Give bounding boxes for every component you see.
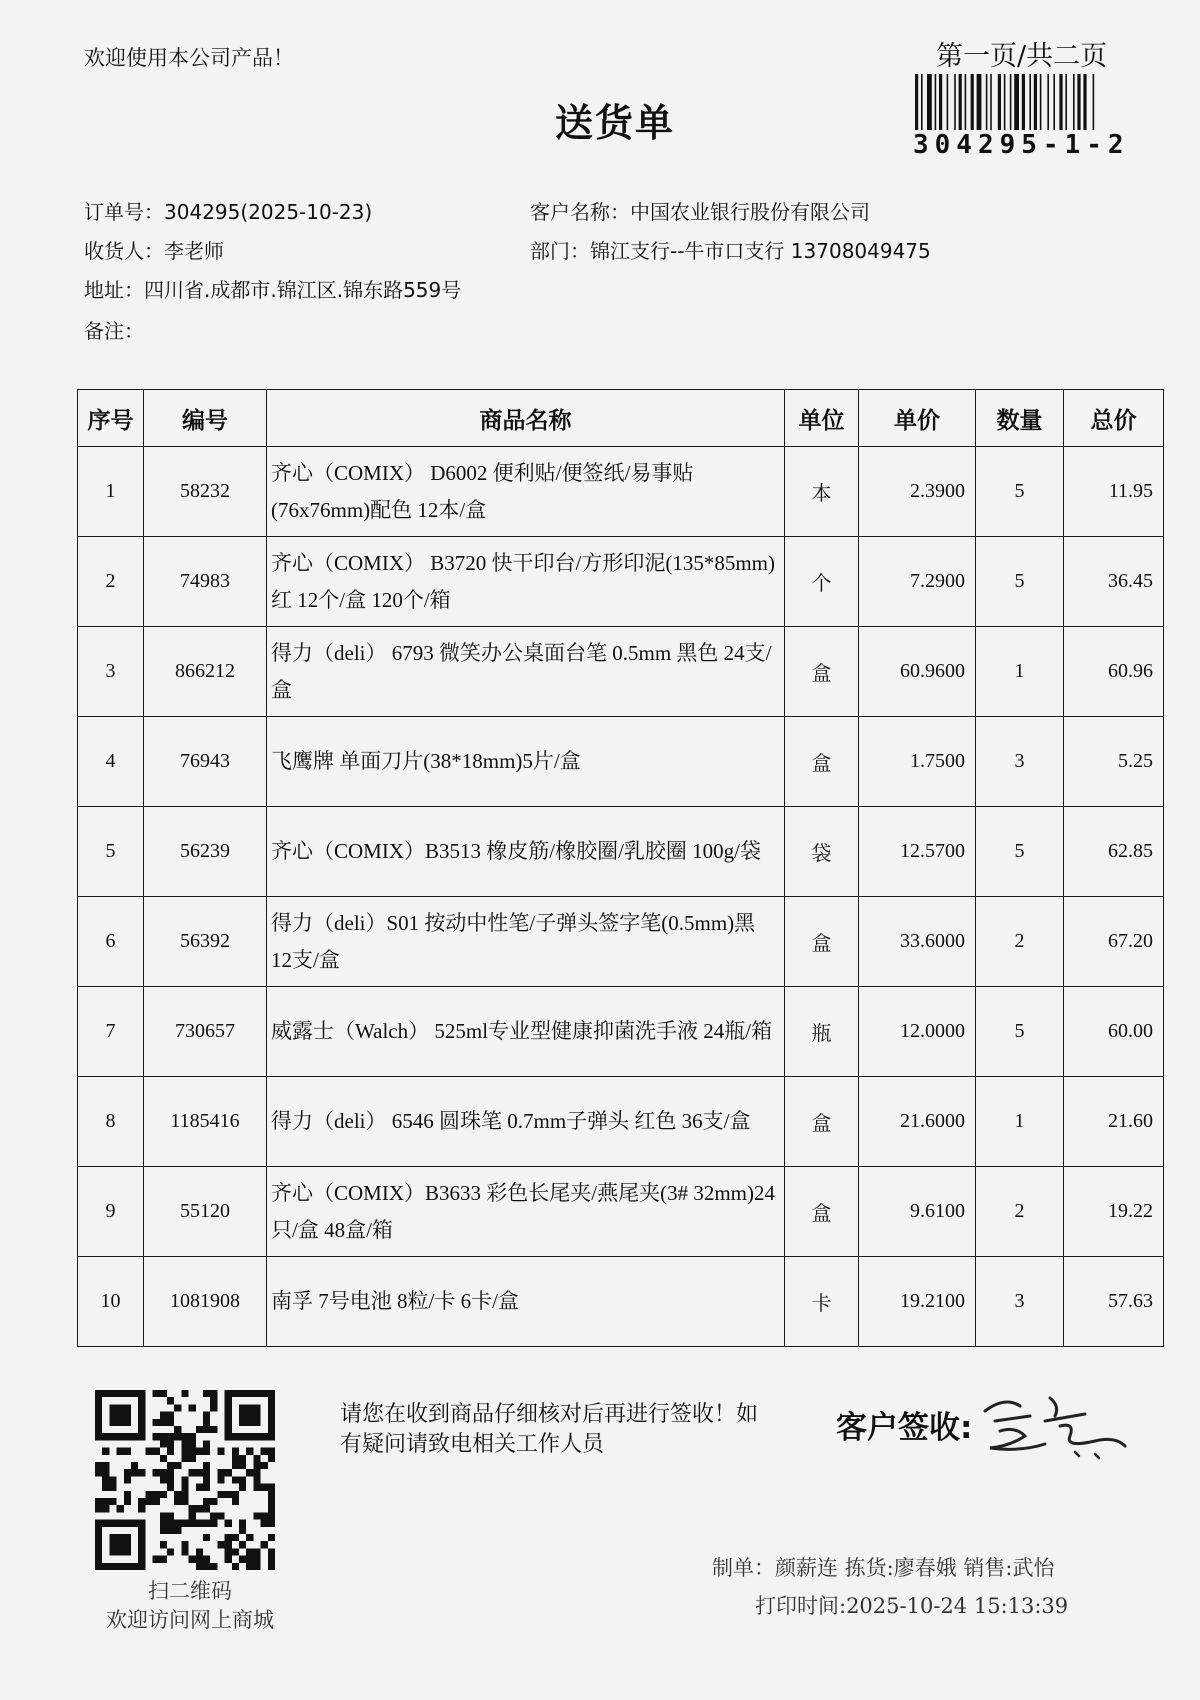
cell-unit: 盒 — [785, 1077, 859, 1167]
cell-unit: 盒 — [785, 717, 859, 807]
remark-label: 备注： — [84, 319, 144, 343]
cell-product-name: 得力（deli） 6546 圆珠笔 0.7mm子弹头 红色 36支/盒 — [267, 1077, 785, 1167]
header-cell-unit-price: 单价 — [859, 390, 976, 447]
cell-code: 55120 — [144, 1167, 267, 1257]
cell-total: 62.85 — [1064, 807, 1164, 897]
cell-total: 57.63 — [1064, 1257, 1164, 1347]
cell-index: 3 — [78, 627, 144, 717]
table-row — [78, 627, 1164, 717]
cell-unit-price: 7.2900 — [859, 537, 976, 627]
cell-index: 10 — [78, 1257, 144, 1347]
cell-index: 9 — [78, 1167, 144, 1257]
barcode-image — [915, 74, 1125, 130]
cell-code: 58232 — [144, 447, 267, 537]
print-time: 打印时间:2025-10-24 15:13:39 — [755, 1594, 1069, 1618]
qr-caption-welcome: 欢迎访问网上商城 — [106, 1608, 274, 1632]
cell-unit: 盒 — [785, 897, 859, 987]
cell-product-name: 得力（deli）S01 按动中性笔/子弹头签字笔(0.5mm)黑 12支/盒 — [267, 897, 785, 987]
cell-product-name: 齐心（COMIX） B3720 快干印台/方形印泥(135*85mm)红 12个/盒 120个/箱 — [267, 537, 785, 627]
cell-unit: 卡 — [785, 1257, 859, 1347]
cell-code: 1185416 — [144, 1077, 267, 1167]
order-number-field — [84, 196, 372, 225]
cell-unit-price: 21.6000 — [859, 1077, 976, 1167]
cell-code: 56392 — [144, 897, 267, 987]
document-title: 送货单 — [555, 101, 676, 145]
table-row — [78, 1167, 1164, 1257]
cell-unit: 瓶 — [785, 987, 859, 1077]
cell-unit: 个 — [785, 537, 859, 627]
barcode-number: 304295-1-2 — [913, 130, 1130, 160]
cell-index: 8 — [78, 1077, 144, 1167]
order-number-value: 304295(2025-10-23) — [164, 200, 373, 224]
cell-product-name: 得力（deli） 6793 微笑办公桌面台笔 0.5mm 黑色 24支/盒 — [267, 627, 785, 717]
cell-index: 4 — [78, 717, 144, 807]
qr-code-image — [95, 1390, 275, 1570]
cell-index: 7 — [78, 987, 144, 1077]
header-cell-unit: 单位 — [785, 390, 859, 447]
cell-unit: 袋 — [785, 807, 859, 897]
cell-total: 5.25 — [1064, 717, 1164, 807]
cell-unit: 盒 — [785, 1167, 859, 1257]
customer-name-value: 中国农业银行股份有限公司 — [630, 200, 870, 224]
address-value: 四川省.成都市.锦江区.锦东路559号 — [144, 278, 462, 302]
handwritten-signature — [975, 1386, 1135, 1466]
customer-name-label: 客户名称： — [530, 200, 630, 224]
cell-unit-price: 9.6100 — [859, 1167, 976, 1257]
greeting-text: 欢迎使用本公司产品！ — [84, 46, 294, 70]
cell-index: 1 — [78, 447, 144, 537]
cell-unit: 盒 — [785, 627, 859, 717]
receiver-label: 收货人： — [84, 239, 164, 263]
customer-name-field — [530, 196, 870, 225]
table-row — [78, 807, 1164, 897]
cell-product-name: 齐心（COMIX）B3633 彩色长尾夹/燕尾夹(3# 32mm)24只/盒 48盒/箱 — [267, 1167, 785, 1257]
cell-unit-price: 19.2100 — [859, 1257, 976, 1347]
cell-unit-price: 33.6000 — [859, 897, 976, 987]
cell-product-name: 飞鹰牌 单面刀片(38*18mm)5片/盒 — [267, 717, 785, 807]
cell-quantity: 5 — [976, 447, 1064, 537]
cell-code: 56239 — [144, 807, 267, 897]
header-cell-quantity: 数量 — [976, 390, 1064, 447]
cell-unit-price: 12.5700 — [859, 807, 976, 897]
receiver-field — [84, 235, 224, 264]
department-field — [530, 235, 931, 264]
remark-field — [84, 315, 144, 344]
cell-unit-price: 1.7500 — [859, 717, 976, 807]
sign-notice: 请您在收到商品仔细核对后再进行签收！如有疑问请致电相关工作人员 — [340, 1402, 759, 1457]
header-cell-code: 编号 — [144, 390, 267, 447]
cell-quantity: 5 — [976, 807, 1064, 897]
cell-code: 76943 — [144, 717, 267, 807]
cell-code: 1081908 — [144, 1257, 267, 1347]
cell-product-name: 南孚 7号电池 8粒/卡 6卡/盒 — [267, 1257, 785, 1347]
table-row — [78, 987, 1164, 1077]
cell-total: 11.95 — [1064, 447, 1164, 537]
table-row — [78, 447, 1164, 537]
staff-line: 制单：颜薪连 拣货:廖春娥 销售:武怡 — [712, 1556, 1055, 1580]
cell-index: 5 — [78, 807, 144, 897]
table-row — [78, 537, 1164, 627]
cell-product-name: 齐心（COMIX）B3513 橡皮筋/橡胶圈/乳胶圈 100g/袋 — [267, 807, 785, 897]
address-field — [84, 274, 461, 303]
address-label: 地址： — [84, 278, 144, 302]
table-row — [78, 1077, 1164, 1167]
cell-quantity: 3 — [976, 1257, 1064, 1347]
qr-caption-scan: 扫二维码 — [148, 1579, 232, 1603]
header-cell-total: 总价 — [1064, 390, 1164, 447]
header-cell-index: 序号 — [78, 390, 144, 447]
header-cell-product-name: 商品名称 — [267, 390, 785, 447]
cell-total: 60.96 — [1064, 627, 1164, 717]
cell-quantity: 5 — [976, 537, 1064, 627]
cell-quantity: 1 — [976, 1077, 1064, 1167]
cell-total: 67.20 — [1064, 897, 1164, 987]
cell-total: 19.22 — [1064, 1167, 1164, 1257]
cell-index: 6 — [78, 897, 144, 987]
qr-caption — [85, 1577, 295, 1635]
cell-quantity: 2 — [976, 1167, 1064, 1257]
cell-product-name: 齐心（COMIX） D6002 便利贴/便签纸/易事贴(76x76mm)配色 12本/盒 — [267, 447, 785, 537]
department-value: 锦江支行--牛市口支行 13708049475 — [590, 239, 931, 263]
department-label: 部门： — [530, 239, 590, 263]
cell-unit-price: 60.9600 — [859, 627, 976, 717]
cell-total: 36.45 — [1064, 537, 1164, 627]
cell-unit-price: 12.0000 — [859, 987, 976, 1077]
cell-index: 2 — [78, 537, 144, 627]
cell-code: 866212 — [144, 627, 267, 717]
page-indicator: 第一页/共二页 — [936, 41, 1108, 72]
table-row — [78, 717, 1164, 807]
order-number-label: 订单号： — [84, 200, 164, 224]
cell-code: 730657 — [144, 987, 267, 1077]
cell-unit: 本 — [785, 447, 859, 537]
table-header-row — [78, 390, 1164, 447]
cell-total: 60.00 — [1064, 987, 1164, 1077]
customer-sign-label: 客户签收: — [836, 1410, 973, 1446]
cell-total: 21.60 — [1064, 1077, 1164, 1167]
cell-quantity: 1 — [976, 627, 1064, 717]
cell-code: 74983 — [144, 537, 267, 627]
cell-quantity: 2 — [976, 897, 1064, 987]
receiver-value: 李老师 — [164, 239, 224, 263]
table-row — [78, 897, 1164, 987]
cell-quantity: 5 — [976, 987, 1064, 1077]
cell-unit-price: 2.3900 — [859, 447, 976, 537]
table-row — [78, 1257, 1164, 1347]
items-table — [77, 389, 1164, 1347]
cell-quantity: 3 — [976, 717, 1064, 807]
cell-product-name: 威露士（Walch） 525ml专业型健康抑菌洗手液 24瓶/箱 — [267, 987, 785, 1077]
